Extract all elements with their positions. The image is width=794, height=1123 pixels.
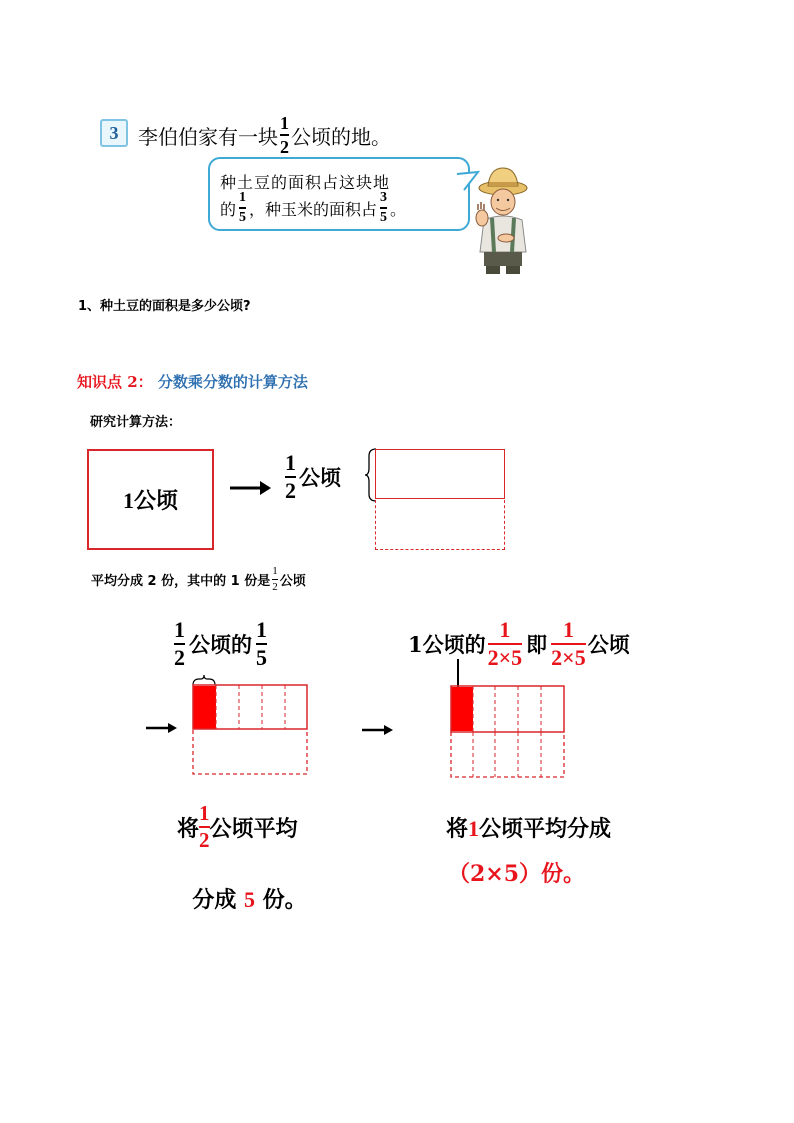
knowledge-heading [77,371,308,392]
arrow-right-icon [230,480,272,496]
problem-number: 3 [109,123,119,143]
diagram-2-caption-line-2: 分成 5 份。 [192,887,307,913]
knowledge-label: 知识点 2： [77,373,153,391]
problem-statement [138,114,391,156]
knowledge-title: 分数乘分数的计算方法 [157,373,308,391]
half-hectare-label: $\frac{1}{2}$ 公顷 [285,450,341,503]
diagram-2-caption-fraction: $\frac{1}{2}$ [199,801,210,852]
diagram-3-grid [448,685,568,780]
one-hectare-box [87,449,214,550]
diagram-2-fraction-a: $\frac{1}{2}$ [174,617,185,670]
caption-1: 平均分成 2 份，其中的 1 份是 $\frac{1}{2}$ 公顷 [91,565,306,593]
problem-text-before: 李伯伯家有一块 [138,124,278,149]
bubble-line-1: 种土豆的面积占这块地 [220,173,391,192]
one-hectare-label: 1公顷 [122,488,178,513]
bubble-fraction-1: $\frac{1}{5}$ [239,190,247,225]
diagram-3-heading: 1公顷的 $\frac{1}{2\times 5}$ 即 $\frac{1}{2\times 5}$ 公顷 [408,617,630,670]
diagram-3-fraction-a: $\frac{1}{2\times 5}$ [487,617,523,670]
diagram-3-caption-line-1: 将1公顷平均分成 [446,816,612,842]
caption-1-fraction: $\frac{1}{2}$ [272,565,278,593]
bubble-line-2: 的 $\frac{1}{5}$ ，种玉米的面积占 $\frac{3}{5}$ 。 [220,190,407,225]
problem-fraction: $\frac{1}{2}$ [280,113,289,157]
diagram-2-heading: $\frac{1}{2}$ 公顷的 $\frac{1}{5}$ [174,617,267,670]
half-fraction: $\frac{1}{2}$ [285,450,296,503]
arrow-right-icon [362,724,394,736]
arrow-right-icon [146,722,178,734]
farmer-illustration [470,160,536,276]
study-label: 研究计算方法： [90,415,182,430]
diagram-2-fraction-b: $\frac{1}{5}$ [256,617,267,670]
problem-text-after: 公顷的地。 [291,124,391,149]
diagram-3-fraction-b: $\frac{1}{2\times 5}$ [551,617,586,670]
diagram-2-caption-line-1: 将 $\frac{1}{2}$ 公顷平均 [177,801,298,852]
problem-number-badge [100,119,128,147]
half-hectare-box-dashed [375,500,505,550]
bubble-fraction-2: $\frac{3}{5}$ [380,190,388,225]
diagram-3-caption-line-2: （2×5）份。 [448,861,586,887]
half-hectare-box [375,449,505,499]
question-1: 1、种土豆的面积是多少公顷? [78,299,251,314]
diagram-2-grid [190,684,310,778]
